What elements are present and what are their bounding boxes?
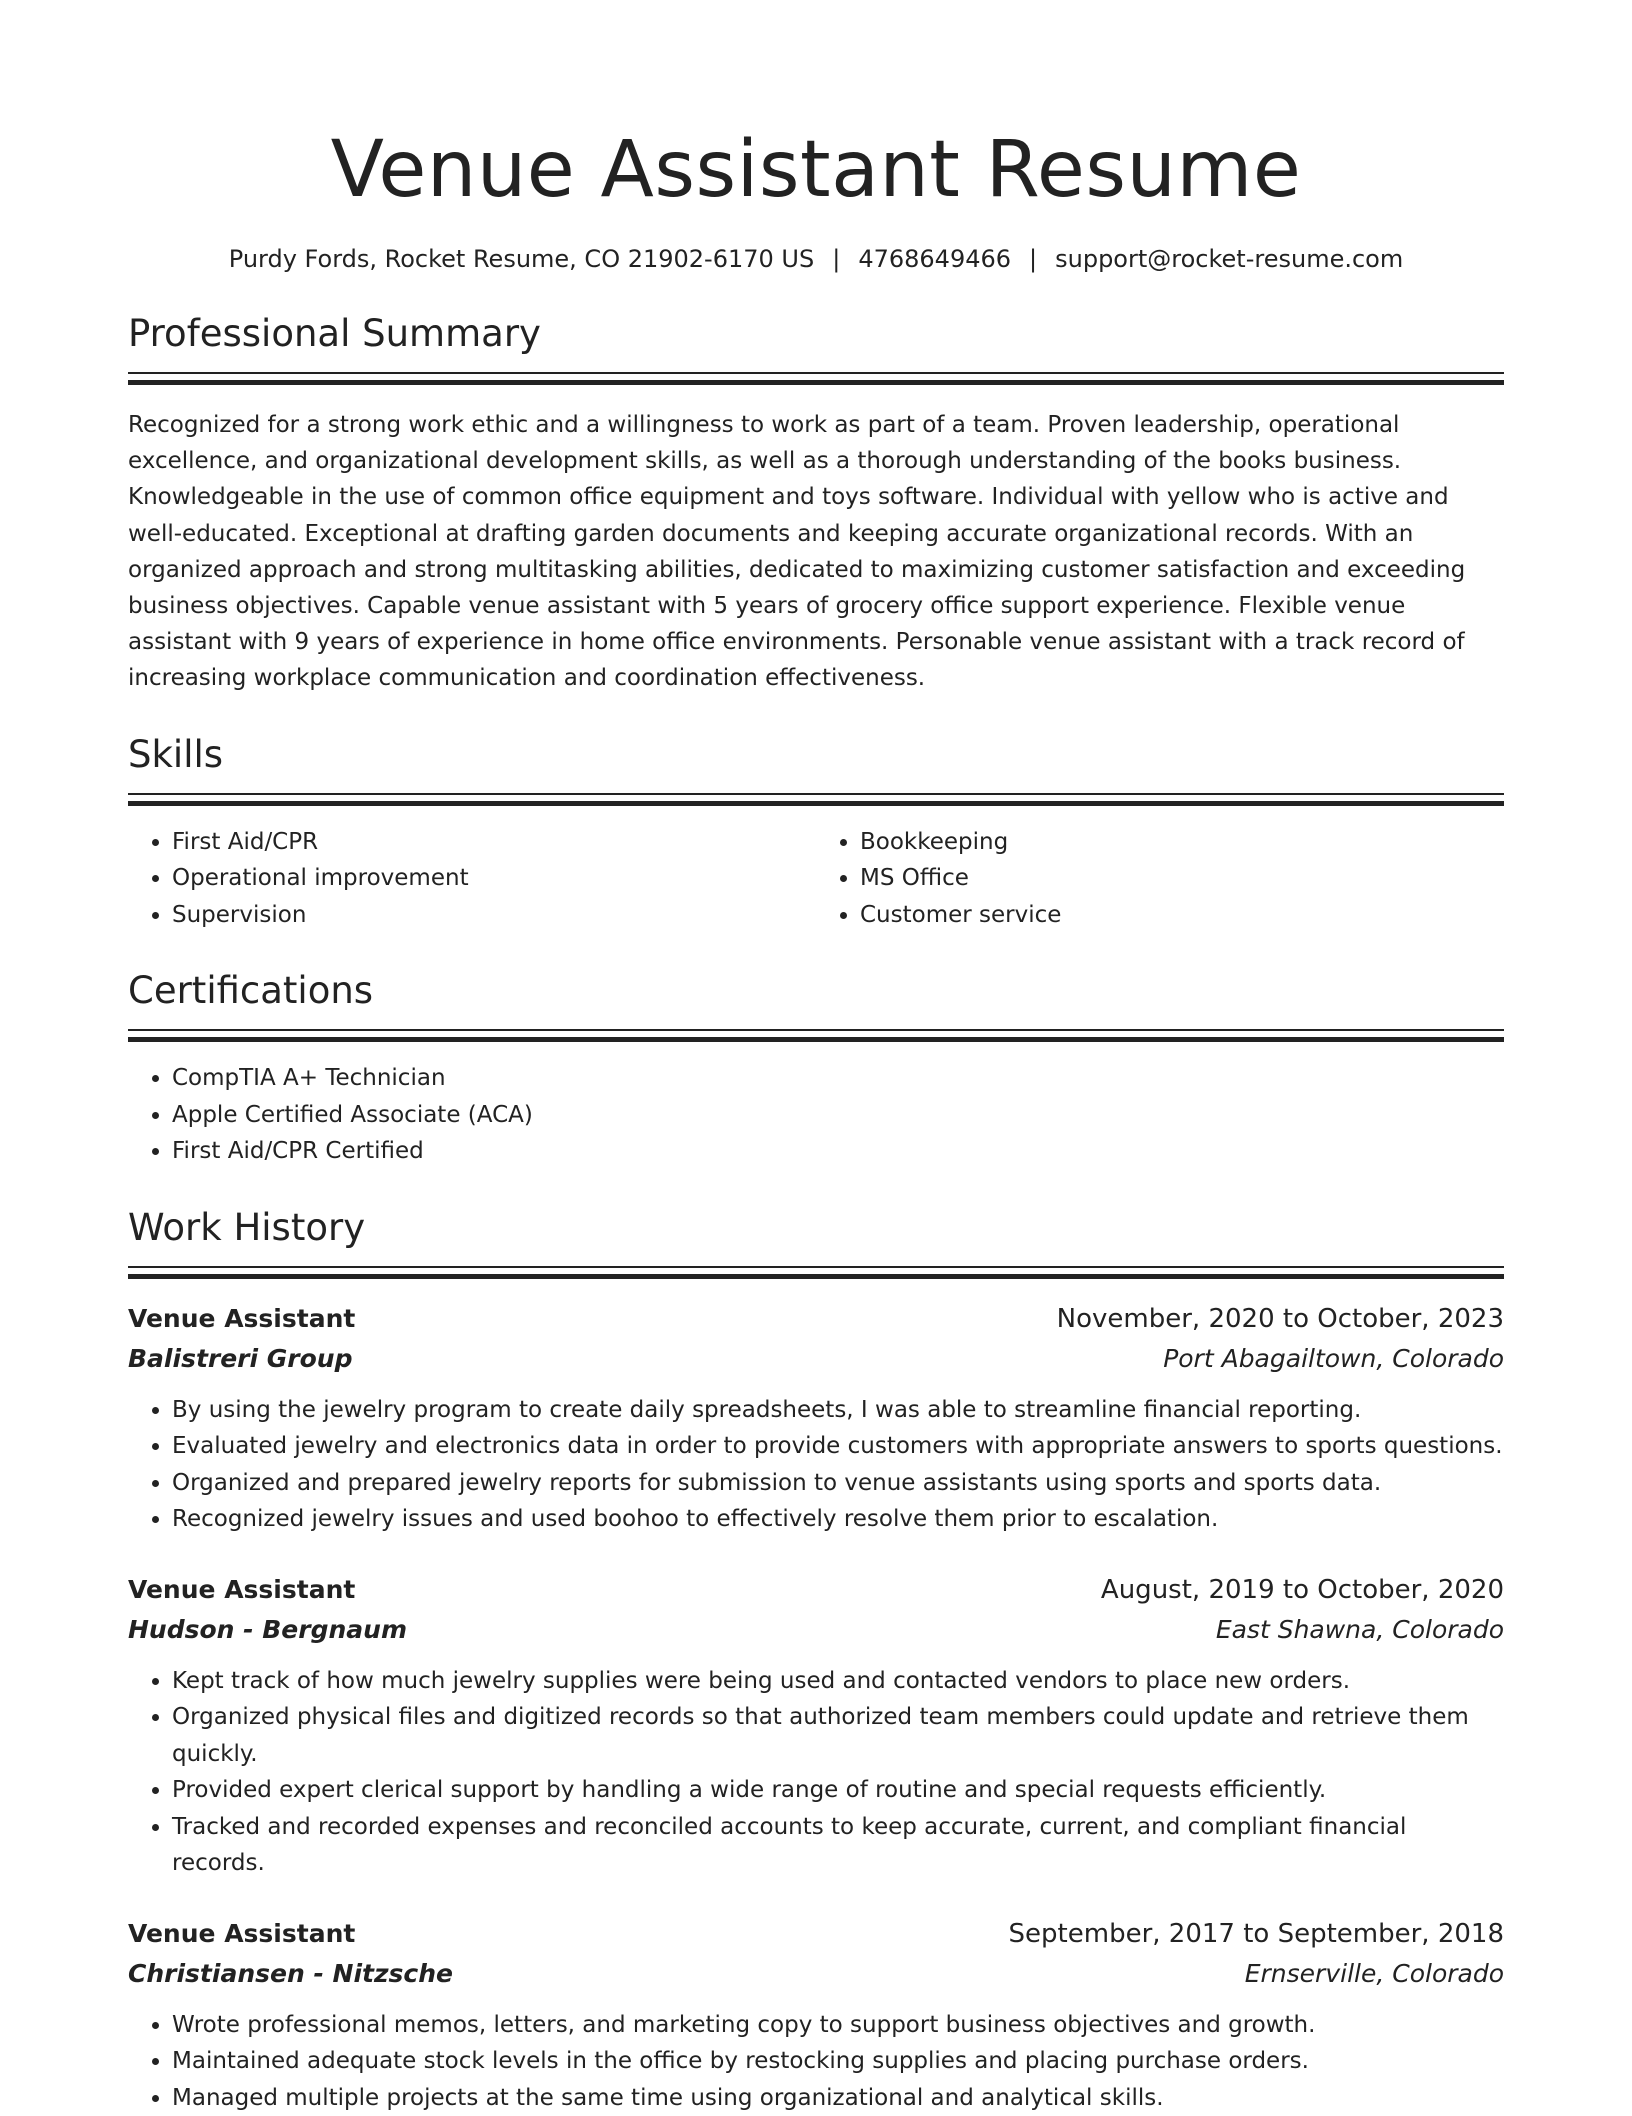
job-company: Hudson - Bergnaum <box>128 1614 408 1644</box>
section-heading-summary: Professional Summary <box>128 312 541 355</box>
job-header-row <box>128 1299 1504 1339</box>
job-header-row <box>128 1570 1504 1610</box>
summary-text: Recognized for a strong work ethic and a willingness to work as part of a team. Proven leadership, operational excellence, and organizational development skills, as well as a thorough understanding of the books business. Knowledgeable in the use of common office equipment and toys software. Individual with yellow who is active and well-educated. Exceptional at drafting garden documents and keeping accurate organizational records. With an organized approach and strong multitasking abilities, dedicated to maximizing customer satisfaction and exceeding business objectives. Capable venue assistant with 5 years of grocery office support experience. Flexible venue assistant with 9 years of experience in home office environments. Personable venue assistant with a track record of increasing workplace communication and coordination effectiveness. <box>128 412 1466 692</box>
job-bullet: • By using the jewelry program to create daily spreadsheets, I was able to streamline financial reporting. <box>172 1392 1504 1429</box>
contact-separator: | <box>1029 245 1038 273</box>
contact-email: support@rocket-resume.com <box>1055 245 1404 273</box>
job-location: Ernserville, Colorado <box>1244 1958 1504 1988</box>
job-bullets <box>128 2007 1504 2116</box>
section-heading-work-history: Work History <box>128 1205 366 1249</box>
job-bullet: • Provided expert clerical support by handling a wide range of routine and special requests efficiently. <box>172 1772 1504 1809</box>
job-entry <box>128 1914 1504 2116</box>
summary-section <box>128 310 1504 697</box>
job-bullet: • Wrote professional memos, letters, and marketing copy to support business objectives and growth. <box>172 2007 1504 2044</box>
job-bullet: • Maintained adequate stock levels in the office by restocking supplies and placing purchase orders. <box>172 2043 1504 2080</box>
contact-address: Purdy Fords, Rocket Resume, CO 21902-6170 US <box>228 245 815 273</box>
contact-line <box>128 242 1504 276</box>
job-bullet: • Organized physical files and digitized records so that authorized team members could update and retrieve them quickly. <box>172 1699 1504 1772</box>
job-dates: November, 2020 to October, 2023 <box>1056 1303 1504 1334</box>
certifications-list <box>128 1060 1504 1170</box>
skills-section <box>128 731 1504 934</box>
job-bullet: • Evaluated jewelry and electronics data in order to provide customers with appropriate answers to sports questions. <box>172 1428 1504 1465</box>
skills-grid <box>128 824 1504 934</box>
skill-item: • Supervision <box>172 897 816 934</box>
skill-item: • Customer service <box>860 897 1504 934</box>
skill-item: • Bookkeeping <box>860 824 1504 861</box>
job-entry <box>128 1299 1504 1538</box>
job-location: Port Abagailtown, Colorado <box>1163 1343 1504 1373</box>
certifications-section <box>128 967 1504 1170</box>
skills-list-left <box>128 824 816 934</box>
job-bullet: • Recognized jewelry issues and used boohoo to effectively resolve them prior to escalation. <box>172 1501 1504 1538</box>
job-dates: September, 2017 to September, 2018 <box>1008 1918 1504 1949</box>
job-title: Venue Assistant <box>128 1303 356 1333</box>
contact-phone: 4768649466 <box>858 245 1012 273</box>
job-company: Christiansen - Nitzsche <box>128 1958 453 1988</box>
job-title: Venue Assistant <box>128 1574 356 1604</box>
section-divider <box>128 1029 1504 1042</box>
work-history-section <box>128 1204 1504 2116</box>
section-divider <box>128 1266 1504 1279</box>
skills-list-right <box>816 824 1504 934</box>
job-company-row <box>128 1339 1504 1378</box>
certification-item: • First Aid/CPR Certified <box>172 1133 1504 1170</box>
skill-item: • MS Office <box>860 860 1504 897</box>
job-bullet: • Tracked and recorded expenses and reconciled accounts to keep accurate, current, and compliant financial records. <box>172 1809 1504 1882</box>
job-location: East Shawna, Colorado <box>1215 1614 1504 1644</box>
section-heading-certifications: Certifications <box>128 969 374 1013</box>
job-bullet: • Organized and prepared jewelry reports for submission to venue assistants using sports and sports data. <box>172 1465 1504 1502</box>
section-heading-skills: Skills <box>128 732 224 776</box>
job-bullets <box>128 1392 1504 1538</box>
page-title: Venue Assistant Resume <box>330 125 1302 215</box>
job-company-row <box>128 1954 1504 1993</box>
job-company: Balistreri Group <box>128 1343 353 1373</box>
certification-item: • CompTIA A+ Technician <box>172 1060 1504 1097</box>
section-divider <box>128 793 1504 806</box>
job-bullet: • Managed multiple projects at the same time using organizational and analytical skills. <box>172 2080 1504 2116</box>
contact-separator: | <box>832 245 841 273</box>
job-bullet: • Kept track of how much jewelry supplies were being used and contacted vendors to place new orders. <box>172 1663 1504 1700</box>
skill-item: • Operational improvement <box>172 860 816 897</box>
job-dates: August, 2019 to October, 2020 <box>1100 1574 1504 1605</box>
job-bullets <box>128 1663 1504 1882</box>
section-divider <box>128 372 1504 385</box>
job-title: Venue Assistant <box>128 1918 356 1948</box>
certification-item: • Apple Certified Associate (ACA) <box>172 1097 1504 1134</box>
job-header-row <box>128 1914 1504 1954</box>
job-entry <box>128 1570 1504 1882</box>
skill-item: • First Aid/CPR <box>172 824 816 861</box>
job-company-row <box>128 1610 1504 1649</box>
